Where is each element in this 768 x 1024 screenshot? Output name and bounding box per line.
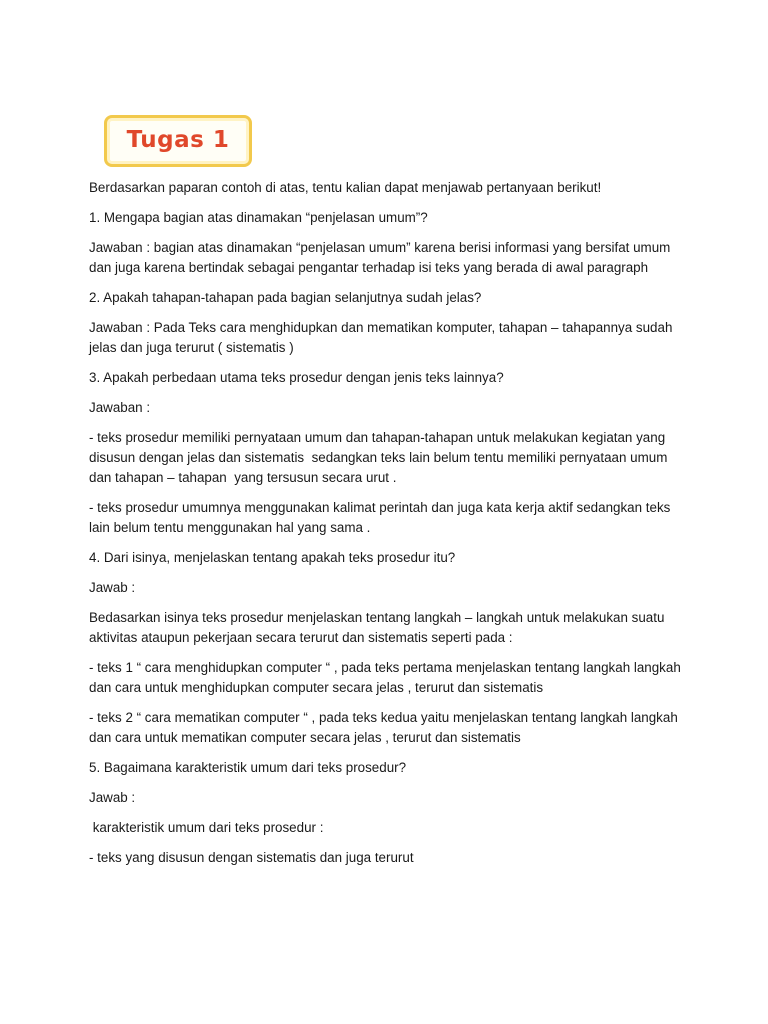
document-body <box>89 178 689 878</box>
answer-3-label: Jawaban : <box>89 400 151 415</box>
question-1: 1. Mengapa bagian atas dinamakan “penjelasan umum”? <box>89 210 428 225</box>
intro-paragraph: Berdasarkan paparan contoh di atas, tentu kalian dapat menjawab pertanyaan berikut! <box>89 180 602 195</box>
answer-4-label: Jawab : <box>89 580 136 595</box>
answer-3-point-1: - teks prosedur memiliki pernyataan umum dan tahapan-tahapan untuk melakukan kegiatan yang disusun dengan jelas dan sistematis sedangkan teks lain belum tentu memiliki pernyataan umum dan tahapan – tahapan yang tersusun secara urut . <box>89 430 672 485</box>
answer-4-point-1: - teks 1 “ cara menghidupkan computer “ , pada teks pertama menjelaskan tentang langkah langkah dan cara untuk menghidupkan computer secara jelas , terurut dan sistematis <box>89 660 685 695</box>
question-4: 4. Dari isinya, menjelaskan tentang apakah teks prosedur itu? <box>89 550 456 565</box>
answer-1: Jawaban : bagian atas dinamakan “penjelasan umum” karena berisi informasi yang bersifat umum dan juga karena bertindak sebagai pengantar terhadap isi teks yang berada di awal paragraph <box>89 240 675 275</box>
answer-2: Jawaban : Pada Teks cara menghidupkan dan mematikan komputer, tahapan – tahapannya sudah jelas dan juga terurut ( sistematis ) <box>89 320 677 355</box>
answer-4-point-2: - teks 2 “ cara mematikan computer “ , pada teks kedua yaitu menjelaskan tentang langkah langkah dan cara untuk mematikan computer secara jelas , terurut dan sistematis <box>89 710 682 745</box>
answer-5-point-1: - teks yang disusun dengan sistematis dan juga terurut <box>89 850 414 865</box>
answer-3-point-2: - teks prosedur umumnya menggunakan kalimat perintah dan juga kata kerja aktif sedangkan teks lain belum tentu menggunakan hal yang sama . <box>89 500 675 535</box>
answer-5-label: Jawab : <box>89 790 136 805</box>
question-2: 2. Apakah tahapan-tahapan pada bagian selanjutnya sudah jelas? <box>89 290 482 305</box>
answer-4-text: Bedasarkan isinya teks prosedur menjelaskan tentang langkah – langkah untuk melakukan suatu aktivitas ataupun pekerjaan secara terurut dan sistematis seperti pada : <box>89 610 669 645</box>
answer-5-text: karakteristik umum dari teks prosedur : <box>89 820 324 835</box>
task-badge <box>104 115 252 167</box>
question-5: 5. Bagaimana karakteristik umum dari teks prosedur? <box>89 760 407 775</box>
task-badge-label: Tugas 1 <box>126 127 230 153</box>
question-3: 3. Apakah perbedaan utama teks prosedur dengan jenis teks lainnya? <box>89 370 504 385</box>
